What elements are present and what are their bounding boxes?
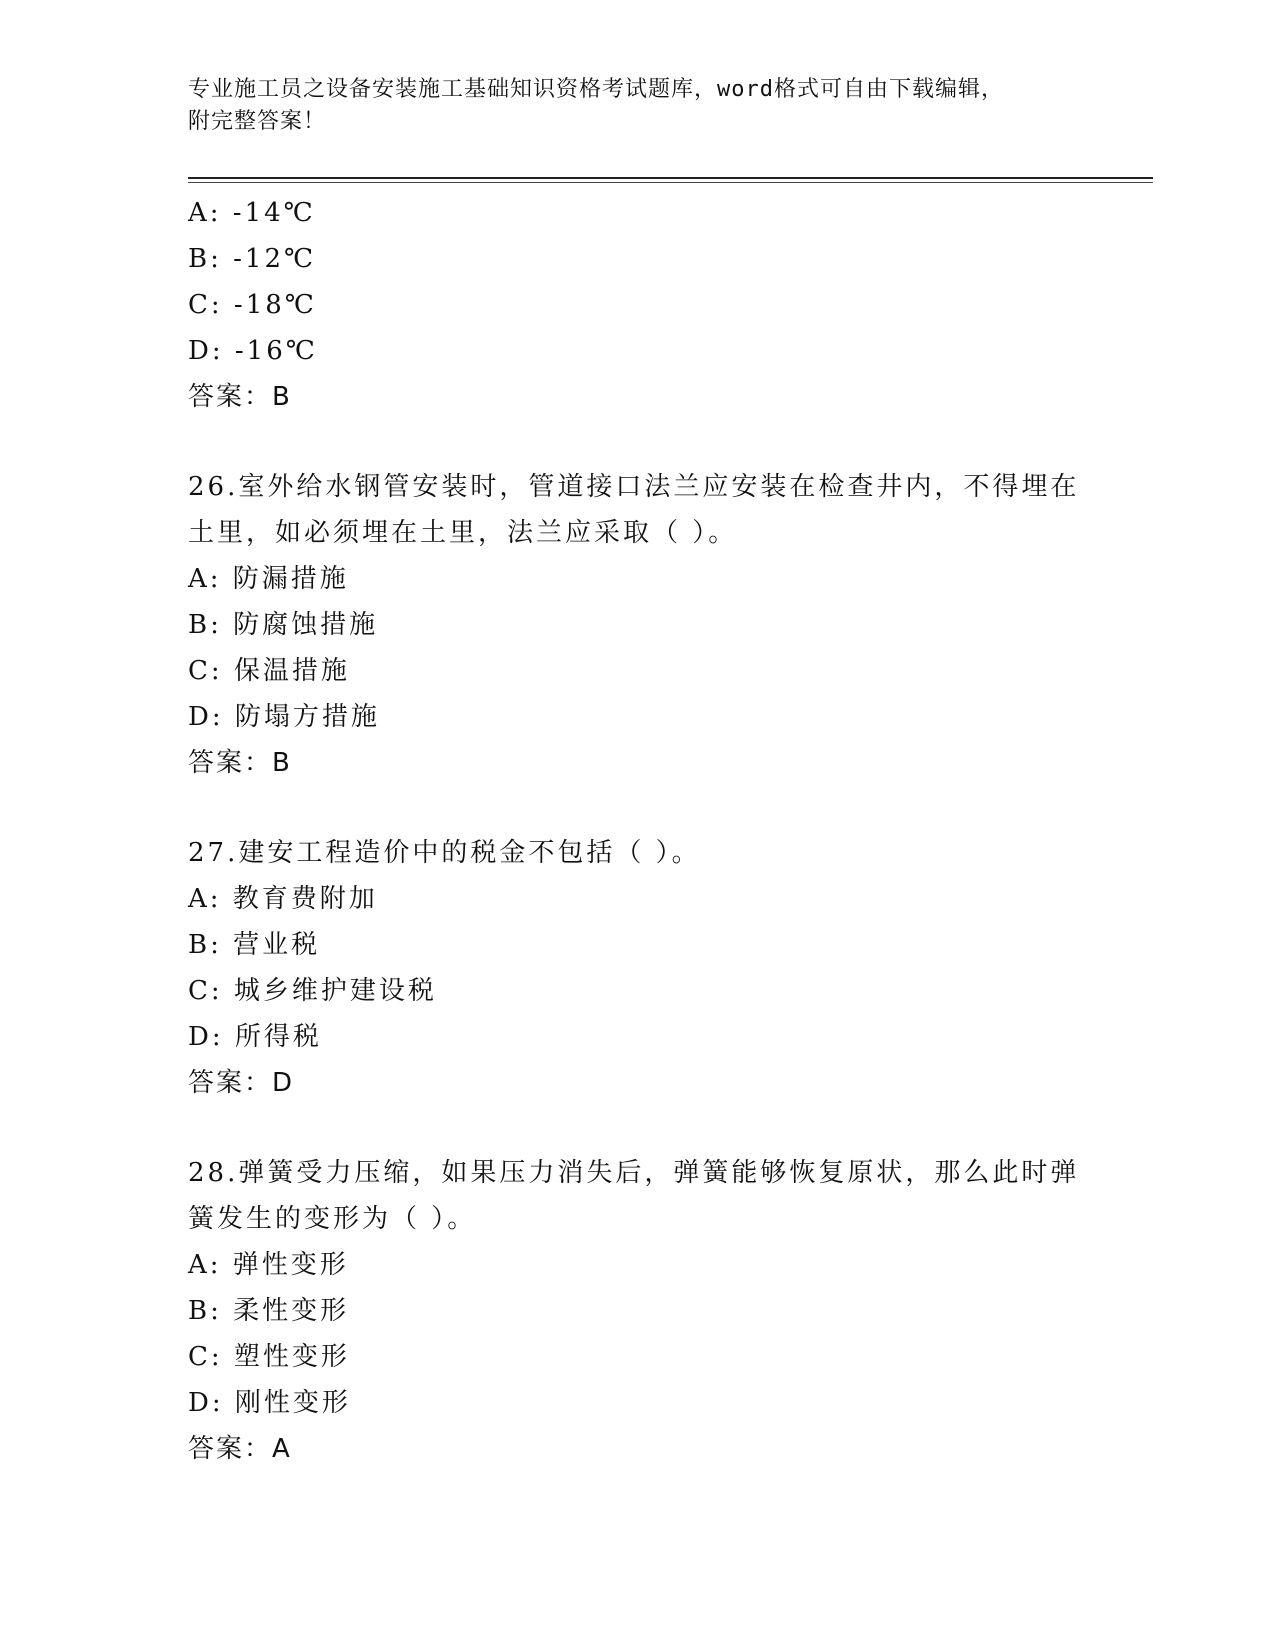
option-a: A: -14℃ (188, 198, 316, 228)
question-block-28 (188, 1150, 1088, 1472)
question-block-prev (188, 190, 1088, 420)
answer-line (188, 1060, 1088, 1106)
option-a: A: 弹性变形 (188, 1250, 349, 1280)
header-line-2: 附完整答案！ (188, 109, 327, 134)
option-b: B: 防腐蚀措施 (188, 610, 379, 640)
option-d: D: -16℃ (188, 336, 318, 366)
option-c: C: -18℃ (188, 290, 317, 320)
question-list (188, 190, 1088, 1472)
answer-value: A (272, 1434, 292, 1464)
question-stem-line-2: 土里，如必须埋在土里，法兰应采取（ ）。 (188, 518, 738, 548)
option-b: B: 营业税 (188, 930, 321, 960)
answer-value: B (272, 748, 292, 778)
header-divider (188, 177, 1153, 179)
answer-line (188, 374, 1088, 420)
question-block-26 (188, 464, 1088, 786)
option-c: C: 城乡维护建设税 (188, 976, 437, 1006)
header-divider-thin (188, 182, 1153, 183)
answer-label: 答案： (188, 1068, 273, 1098)
option-b: B: 柔性变形 (188, 1296, 350, 1326)
answer-label: 答案： (188, 748, 273, 778)
option-a: A: 防漏措施 (188, 564, 349, 594)
option-a: A: 教育费附加 (188, 884, 378, 914)
question-block-27 (188, 830, 1088, 1106)
answer-line (188, 1426, 1088, 1472)
answer-value: D (272, 1068, 295, 1098)
answer-label: 答案： (188, 382, 273, 412)
header-line-1: 专业施工员之设备安装施工基础知识资格考试题库，word格式可自由下载编辑， (188, 77, 1004, 102)
question-stem-line-1: 27.建安工程造价中的税金不包括（ ）。 (188, 838, 701, 868)
question-stem-line-1: 26.室外给水钢管安装时，管道接口法兰应安装在检查井内，不得埋在 (188, 472, 1080, 502)
option-c: C: 塑性变形 (188, 1342, 350, 1372)
option-d: D: 防塌方措施 (188, 702, 380, 732)
document-header (188, 74, 1088, 138)
answer-value: B (272, 382, 292, 412)
option-d: D: 刚性变形 (188, 1388, 351, 1418)
option-c: C: 保温措施 (188, 656, 350, 686)
option-d: D: 所得税 (188, 1022, 322, 1052)
option-b: B: -12℃ (188, 244, 317, 274)
answer-line (188, 740, 1088, 786)
question-stem-line-2: 簧发生的变形为（ ）。 (188, 1204, 477, 1234)
question-stem-line-1: 28.弹簧受力压缩，如果压力消失后，弹簧能够恢复原状，那么此时弹 (188, 1158, 1080, 1188)
answer-label: 答案： (188, 1434, 273, 1464)
